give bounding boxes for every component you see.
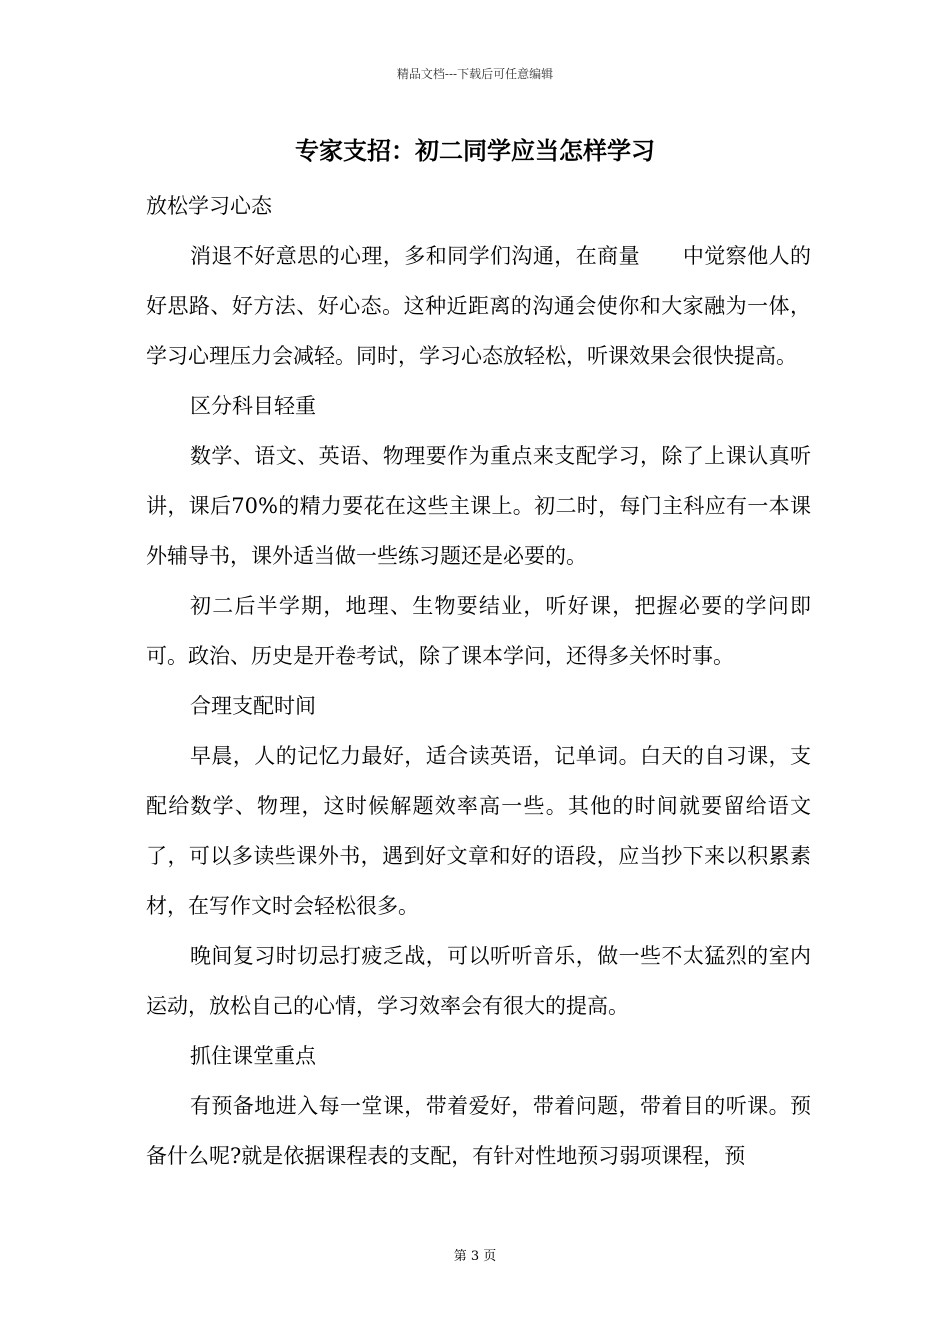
body-paragraph: 消退不好意思的心理，多和同学们沟通，在商量 中觉察他人的好思路、好方法、好心态。这种近距离的沟通会使你和大家融为一体，学习心理压力会减轻。同时，学习心态放轻松，听课效果会很快提高。 <box>146 244 811 368</box>
section-heading: 合理支配时间 <box>190 694 316 718</box>
page-number: 第 3 页 <box>453 1249 497 1264</box>
section-heading: 区分科目轻重 <box>190 394 316 418</box>
document-body <box>146 181 811 1181</box>
body-paragraph: 数学、语文、英语、物理要作为重点来支配学习，除了上课认真听讲，课后70%的精力要花在这些主课上。初二时，每门主科应有一本课外辅导书，课外适当做一些练习题还是必要的。 <box>146 444 811 568</box>
body-paragraph: 早晨，人的记忆力最好，适合读英语，记单词。白天的自习课，支配给数学、物理，这时候解题效率高一些。其他的时间就要留给语文了，可以多读些课外书，遇到好文章和好的语段，应当抄下来以积累素材，在写作文时会轻松很多。 <box>146 744 811 918</box>
page-header: 精品文档---下载后可任意编辑 <box>396 67 554 81</box>
body-paragraph: 有预备地进入每一堂课，带着爱好，带着问题，带着目的听课。预备什么呢?就是依据课程表的支配，有针对性地预习弱项课程，预 <box>146 1094 811 1168</box>
section-heading: 抓住课堂重点 <box>190 1044 316 1068</box>
body-paragraph: 初二后半学期，地理、生物要结业，听好课，把握必要的学问即可。政治、历史是开卷考试，除了课本学问，还得多关怀时事。 <box>146 594 811 668</box>
body-paragraph: 晚间复习时切忌打疲乏战，可以听听音乐，做一些不太猛烈的室内运动，放松自己的心情，学习效率会有很大的提高。 <box>146 944 811 1018</box>
section-heading: 放松学习心态 <box>146 194 272 218</box>
document-title: 专家支招：初二同学应当怎样学习 <box>295 136 655 165</box>
